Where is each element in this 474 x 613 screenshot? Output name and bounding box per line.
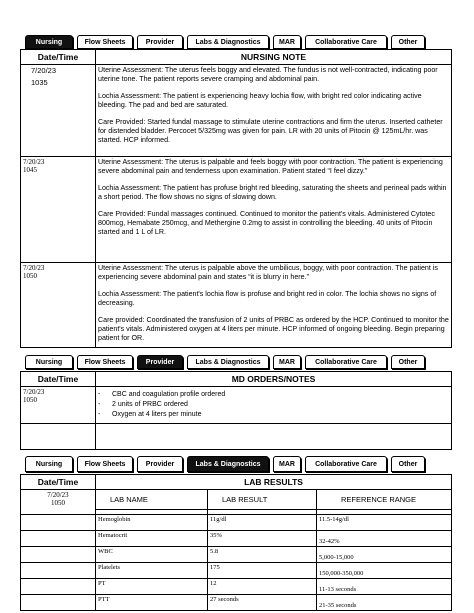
orders-list (112, 390, 449, 420)
order-item: - 2 units of PRBC ordered (112, 400, 449, 410)
md-orders-table (20, 371, 452, 450)
reference-range-column-header: REFERENCE RANGE (317, 490, 452, 510)
entry-time: 1050 (23, 272, 37, 280)
tab-mar[interactable]: MAR (273, 35, 301, 49)
date-time-header: Date/Time (21, 372, 96, 387)
date-time-header: Date/Time (21, 475, 96, 490)
nursing-note-row (21, 65, 452, 157)
lochia-assessment: Lochia Assessment: The patient is experiencing heavy lochia flow, with bright red color indicating active bleeding. The pad and bed are saturated. (98, 92, 422, 109)
tab-other[interactable]: Other (391, 35, 425, 49)
lab-row (21, 579, 452, 595)
entry-date: 7/20/23 (31, 66, 57, 75)
reference-range: 11.5-14g/dl (317, 515, 452, 531)
lab-name: PT (96, 579, 208, 595)
lab-results-table (20, 474, 452, 611)
md-orders-empty-row (21, 424, 452, 450)
lab-name: Hematocrit (96, 531, 208, 547)
lab-result: 175 (208, 563, 317, 579)
tab-flow-sheets[interactable]: Flow Sheets (77, 456, 133, 472)
lab-name: PTT (96, 595, 208, 611)
care-provided: Care Provided: Started fundal massage to stimulate uterine contractions and firm the uterus. Inserted catheter for distended bladder. Percocet 5/325mg was given for pain. LR with 20 units of Pitocin @ 125mL/hr. was started. HCP informed. (98, 118, 443, 144)
lab-name: WBC (96, 547, 208, 563)
lab-result-column-header: LAB RESULT (208, 490, 317, 510)
tab-labs-diagnostics[interactable]: Labs & Diagnostics (187, 355, 269, 369)
tab-collaborative-care[interactable]: Collaborative Care (305, 456, 387, 472)
uterine-assessment: Uterine Assessment: The uterus is palpable above the umbilicus, boggy, with poor contraction. The patient is experiencing severe abdominal pain and states “it is blurry in here.” (98, 264, 438, 281)
nursing-note-header: NURSING NOTE (96, 50, 452, 65)
date-time-header: Date/Time (21, 50, 96, 65)
entry-time: 1050 (23, 396, 37, 404)
entry-time: 1035 (31, 78, 48, 87)
lab-result: 12 (208, 579, 317, 595)
reference-range: 5,000-15,000 (317, 547, 452, 563)
reference-range: 32-42% (317, 531, 452, 547)
tab-provider[interactable]: Provider (137, 355, 183, 369)
entry-date: 7/20/23 (23, 264, 45, 272)
care-provided: Care provided: Coordinated the transfusion of 2 units of PRBC as ordered by the HCP. Continued to monitor the patient's vitals. Administered oxygen at 4 liters per minute. HCP informed of ongoing bleeding. Begin preparing patient for OR. (98, 316, 449, 342)
lab-column-header-row (21, 490, 452, 510)
tab-flow-sheets[interactable]: Flow Sheets (77, 355, 133, 369)
reference-range: 150,000-350,000 (317, 563, 452, 579)
uterine-assessment: Uterine Assessment: The uterus feels boggy and elevated. The fundus is not well-contracted, indicating poor uterine tone. The patient reports severe cramping and abdominal pain. (98, 66, 438, 83)
lab-row (21, 595, 452, 611)
lab-name-column-header: LAB NAME (96, 490, 208, 510)
reference-range: 11-13 seconds (317, 579, 452, 595)
tab-collaborative-care[interactable]: Collaborative Care (305, 355, 387, 369)
tab-nursing[interactable]: Nursing (25, 456, 73, 472)
tab-labs-diagnostics[interactable]: Labs & Diagnostics (187, 456, 269, 472)
tab-mar[interactable]: MAR (273, 355, 301, 369)
lab-row (21, 563, 452, 579)
lab-result: 35% (208, 531, 317, 547)
entry-date: 7/20/23 (23, 388, 45, 396)
nursing-note-table (20, 49, 452, 348)
entry-date: 7/20/23 (47, 491, 69, 499)
care-provided: Care Provided: Fundal massages continued. Continued to monitor the patient's vitals. Administered Cytotec 800mcg, Hemabate 250mcg, and Methergine 0.2mg to assist in controlling the bleeding. 40 units of Pitocin started and 1 L of LR. (98, 210, 435, 236)
lab-result: 27 seconds (208, 595, 317, 611)
reference-range: 21-35 seconds (317, 595, 452, 611)
tab-bar-nursing (25, 35, 447, 49)
lab-results-header: LAB RESULTS (96, 475, 452, 490)
md-orders-header: MD ORDERS/NOTES (96, 372, 452, 387)
nursing-note-row (21, 157, 452, 263)
lab-row (21, 515, 452, 531)
tab-nursing[interactable]: Nursing (25, 35, 73, 49)
order-item: - CBC and coagulation profile ordered (112, 390, 449, 400)
tab-bar-labs (25, 456, 447, 472)
tab-labs-diagnostics[interactable]: Labs & Diagnostics (187, 35, 269, 49)
nursing-note-row (21, 263, 452, 348)
tab-other[interactable]: Other (391, 355, 425, 369)
lab-result: 11g/dl (208, 515, 317, 531)
uterine-assessment: Uterine Assessment: The uterus is palpable and feels boggy with poor contraction. The patient is experiencing severe abdominal pain and tenderness upon examination. Patient stated “I feel dizzy.” (98, 158, 443, 175)
entry-time: 1045 (23, 166, 37, 174)
tab-flow-sheets[interactable]: Flow Sheets (77, 35, 133, 49)
entry-time: 1050 (51, 499, 65, 507)
lochia-assessment: Lochia Assessment: The patient's lochia flow is profuse and bright red in color. The lochia shows no signs of decreasing. (98, 290, 437, 307)
md-orders-row (21, 387, 452, 424)
tab-collaborative-care[interactable]: Collaborative Care (305, 35, 387, 49)
tab-nursing[interactable]: Nursing (25, 355, 73, 369)
lab-name: Hemoglobin (96, 515, 208, 531)
tab-provider[interactable]: Provider (137, 456, 183, 472)
order-item: - Oxygen at 4 liters per minute (112, 410, 449, 420)
tab-other[interactable]: Other (391, 456, 425, 472)
lab-row (21, 547, 452, 563)
lochia-assessment: Lochia Assessment: The patient has profuse bright red bleeding, saturating the sheets and perineal pads within a short period. The flow shows no signs of slowing down. (98, 184, 447, 201)
tab-bar-provider (25, 355, 447, 369)
lab-row (21, 531, 452, 547)
lab-name: Platelets (96, 563, 208, 579)
lab-result: 5.8 (208, 547, 317, 563)
tab-provider[interactable]: Provider (137, 35, 183, 49)
entry-date: 7/20/23 (23, 158, 45, 166)
tab-mar[interactable]: MAR (273, 456, 301, 472)
